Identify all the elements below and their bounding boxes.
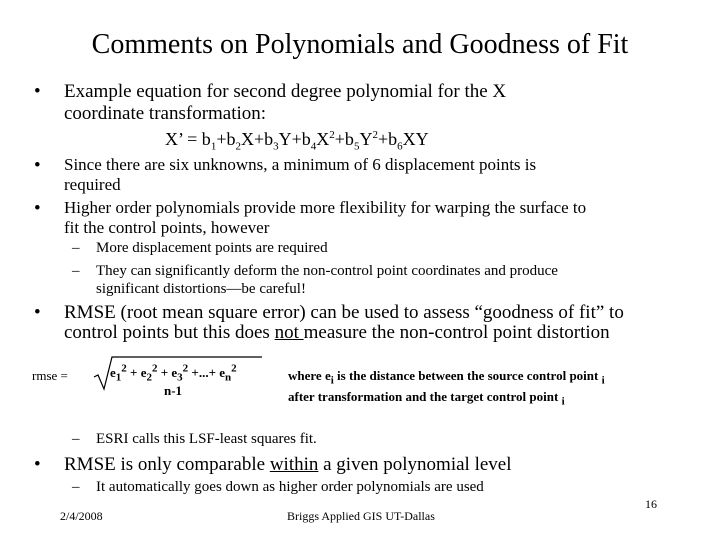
emphasis-not: not [274, 322, 304, 343]
bullet-5-b: a given polynomial level [318, 454, 512, 475]
bullet-3-sub-2-line-1: They can significantly deform the non-control point coordinates and produce [96, 263, 558, 279]
note-where-e: where e [288, 368, 331, 383]
note-line-2-text: after transformation and the target control point [288, 389, 559, 404]
page-number: 16 [645, 497, 657, 511]
bullet-dot-icon: • [34, 81, 41, 102]
bullet-2-line-1: Since there are six unknowns, a minimum of 6 displacement points is [64, 155, 537, 174]
equation-prefix: X’ = b [165, 129, 211, 149]
bullet-3-line-1: Higher order polynomials provide more flexibility for warping the surface to [64, 198, 587, 217]
emphasis-within: within [269, 454, 319, 475]
bullet-dot-icon: • [34, 302, 41, 323]
footer-date: 2/4/2008 [60, 509, 103, 523]
bullet-3-sub-2-line-2: significant distortions—be careful! [96, 281, 306, 297]
note-subscript: i [561, 395, 565, 408]
bullet-3-line-2: fit the control points, however [64, 218, 270, 237]
bullet-2-line-2: required [64, 175, 121, 194]
polynomial-equation: X’ = $b_1+b_2X+b_3Y+b_4X^2+b_5Y^2+b_6XY$ [165, 129, 429, 153]
rmse-note-line-2 [288, 389, 565, 408]
esri-note: ESRI calls this LSF-least squares fit. [96, 431, 317, 447]
bullet-5-sub: It automatically goes down as higher order polynomials are used [96, 479, 484, 495]
bullet-5-a: RMSE is only comparable [64, 454, 270, 475]
bullet-dot-icon: • [34, 155, 41, 176]
bullet-1-line-1: Example equation for second degree polynomial for the X [64, 81, 507, 102]
bullet-dot-icon: • [34, 198, 41, 219]
bullet-4-line-2-a: control points but this does [64, 322, 275, 343]
en-dash-icon: – [72, 263, 80, 279]
en-dash-icon: – [72, 479, 80, 495]
slide-title: Comments on Polynomials and Goodness of Fit [91, 29, 629, 60]
bullet-4-line-2 [64, 323, 610, 343]
bullet-4-line-1: RMSE (root mean square error) can be used to assess “goodness of fit” to [64, 302, 624, 323]
rmse-label: rmse = [32, 368, 68, 383]
en-dash-icon: – [72, 431, 80, 447]
bullet-3-sub-1: More displacement points are required [96, 240, 328, 256]
footer-center: Briggs Applied GIS UT-Dallas [287, 509, 435, 523]
rmse-denominator: n-1 [164, 383, 183, 398]
note-line-1-rest: is the distance between the source control point [333, 368, 599, 383]
rmse-numerator: $e_1^2 + e_2^2 + e_3^2$ +...+ $e_n^2$ [110, 362, 237, 384]
bullet-dot-icon: • [34, 454, 41, 475]
bullet-1-line-2: coordinate transformation: [64, 103, 267, 124]
en-dash-icon: – [72, 240, 80, 256]
bullet-4-line-2-b: measure the non-control point distortion [303, 322, 610, 343]
bullet-5 [64, 455, 512, 475]
rmse-note-line-1: where $e_i$ is the distance between the source control point $_i$ [288, 368, 605, 387]
